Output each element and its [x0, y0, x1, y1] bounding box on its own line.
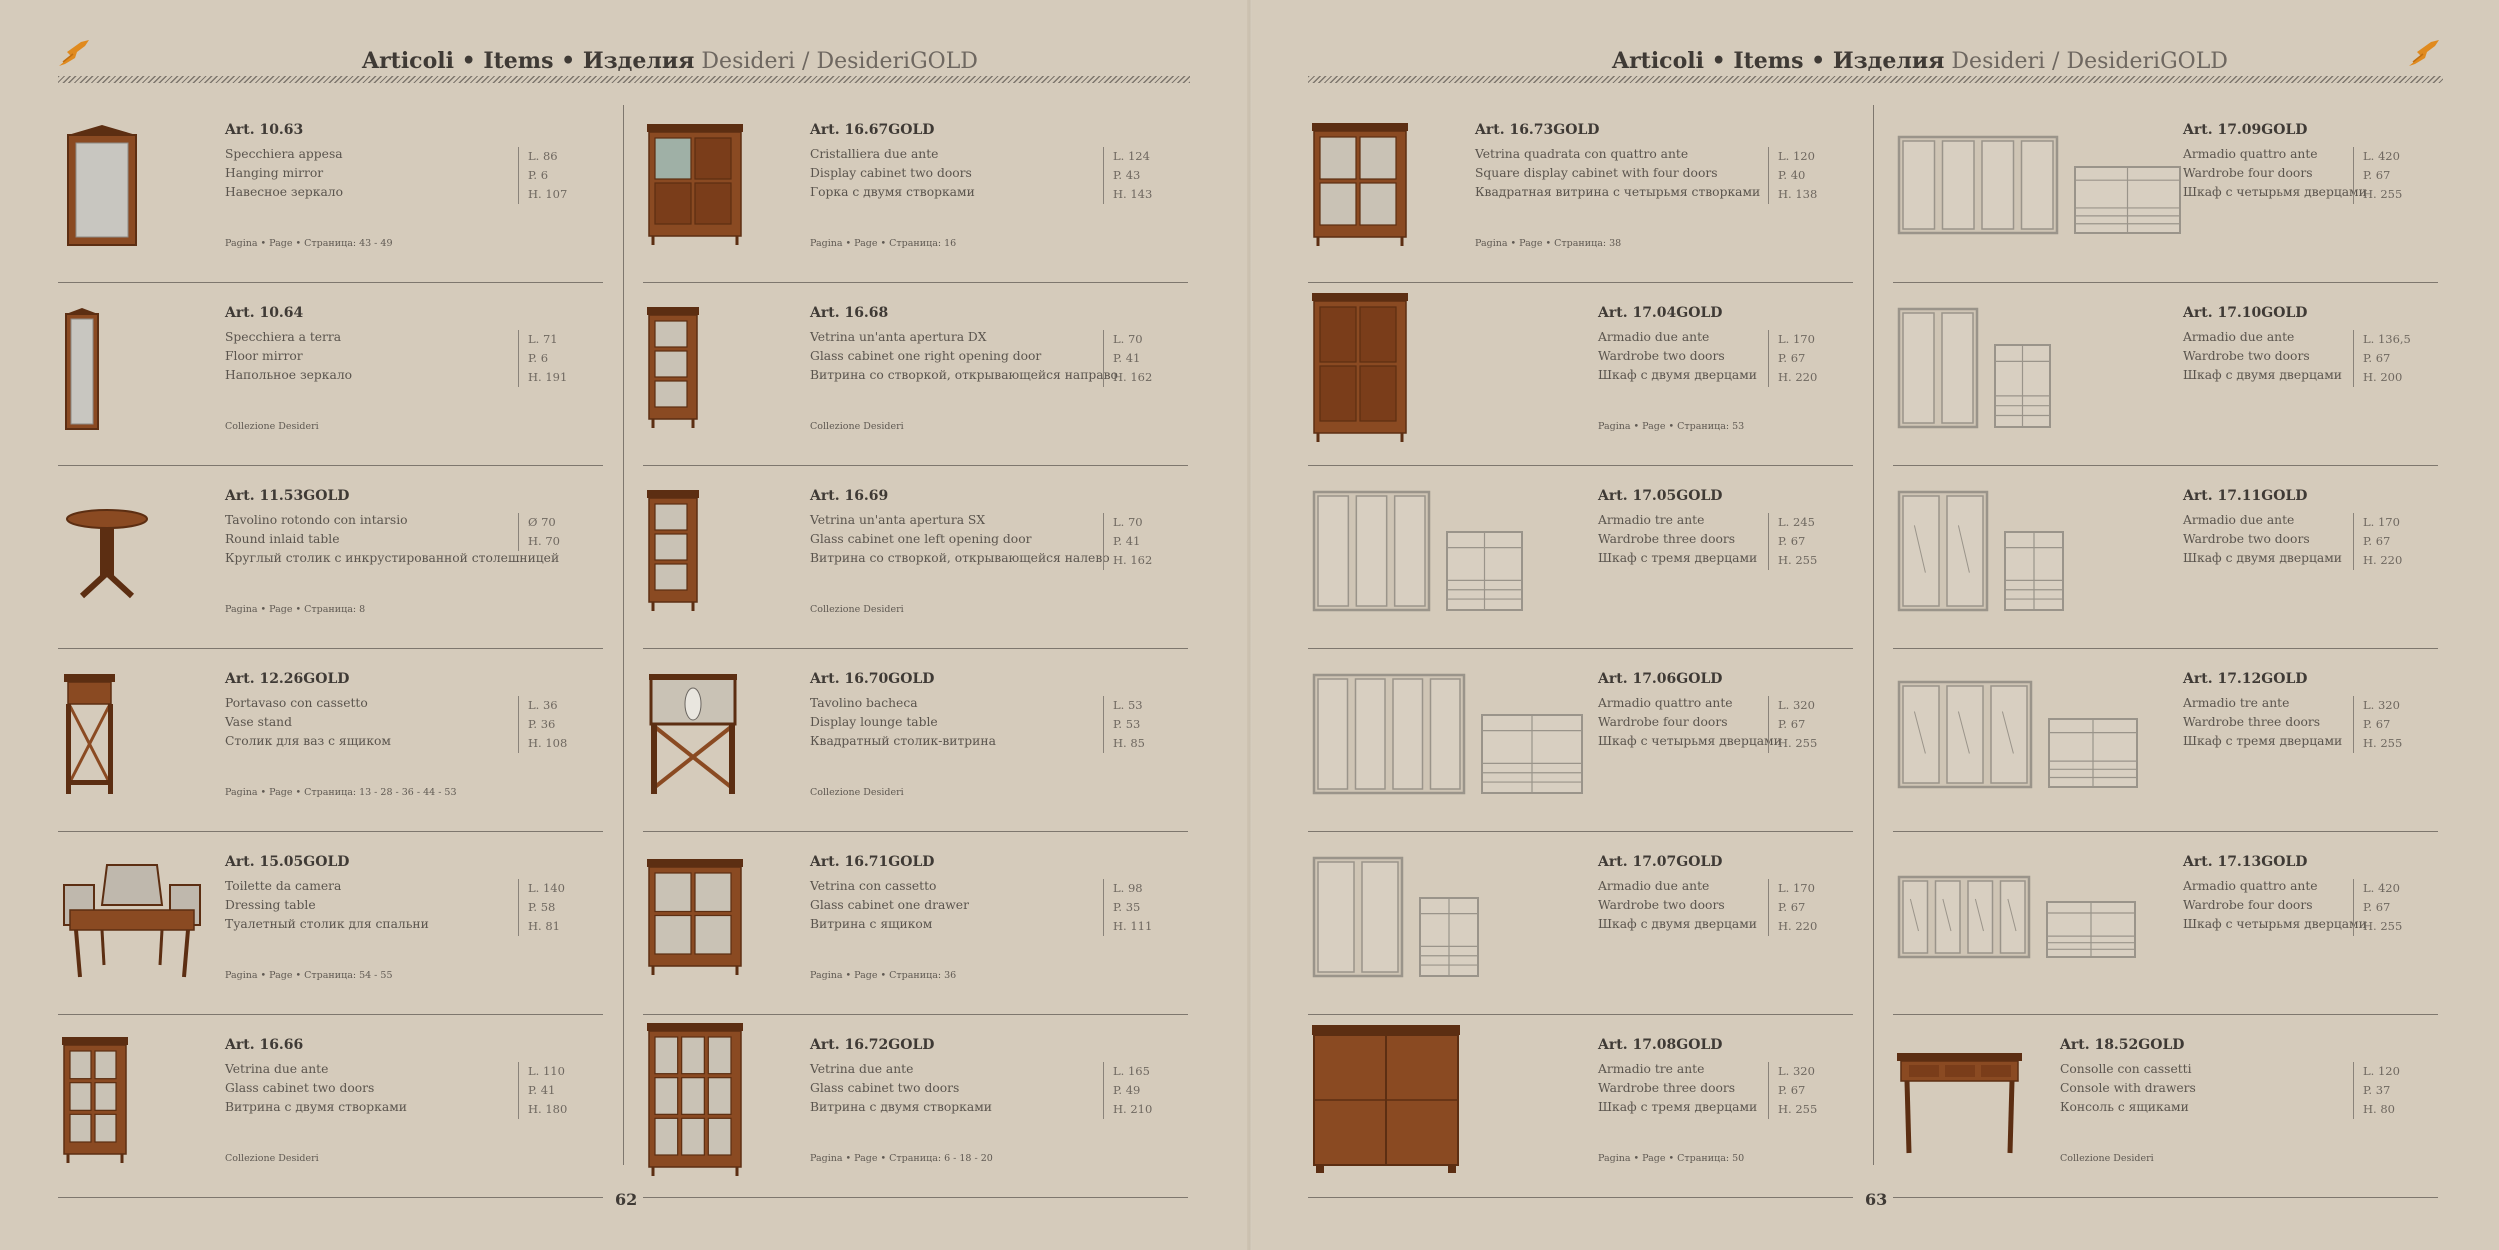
description-line: Wardrobe three doors [1598, 532, 1736, 546]
dimension-value: P. 67 [2363, 900, 2391, 914]
dimensions [1768, 147, 1843, 204]
product-card-art-11-53gold [58, 466, 603, 649]
description-line: Wardrobe two doors [2183, 532, 2310, 546]
product-image [1312, 852, 1582, 982]
page-number: 62 [615, 1190, 638, 1209]
product-text [810, 305, 1118, 385]
description-line: Шкаф с тремя дверцами [2183, 734, 2343, 748]
dimension-value: L. 420 [2363, 881, 2400, 895]
dimensions [1768, 1062, 1843, 1119]
description-line: Wardrobe three doors [2183, 715, 2321, 729]
product-image [647, 303, 787, 433]
product-card-art-17-13gold [1893, 832, 2438, 1015]
dimension-value: P. 6 [528, 351, 549, 365]
product-text [1598, 1037, 1763, 1117]
article-code: Art. 16.72GOLD [810, 1037, 935, 1053]
description-line: Шкаф с двумя дверцами [2183, 368, 2342, 382]
product-image [1897, 669, 2167, 799]
description-line: Vetrina un'anta apertura SX [810, 513, 986, 527]
product-card-art-12-26gold [58, 649, 603, 832]
dimension-value: L. 71 [528, 332, 558, 346]
page-header [1612, 48, 2228, 74]
product-text [810, 854, 1098, 934]
dimension-value: L. 124 [1113, 149, 1150, 163]
page-reference: Pagina • Page • Страница: 53 [1598, 421, 1745, 432]
description-line: Vetrina un'anta apertura DX [810, 330, 987, 344]
dimensions [2353, 696, 2428, 753]
dimension-value: H. 138 [1778, 187, 1818, 201]
description-line: Квадратная витрина с четырьмя створками [1475, 185, 1761, 199]
description-line: Wardrobe two doors [2183, 349, 2310, 363]
description-line: Консоль с ящиками [2060, 1100, 2189, 1114]
dimension-value: H. 200 [2363, 370, 2403, 384]
description-line: Tavolino bacheca [810, 696, 918, 710]
article-code: Art. 18.52GOLD [2060, 1037, 2185, 1053]
brand-logo-icon [2405, 36, 2445, 72]
product-image [62, 486, 202, 616]
dimension-value: H. 255 [2363, 187, 2403, 201]
product-image [647, 120, 787, 250]
dimensions [518, 513, 593, 551]
dimension-value: P. 43 [1113, 168, 1141, 182]
dimension-value: Ø 70 [528, 515, 556, 529]
product-text [810, 488, 1110, 568]
dimension-value: L. 165 [1113, 1064, 1150, 1078]
product-card-art-17-04gold [1308, 283, 1853, 466]
description-line: Витрина с ящиком [810, 917, 933, 931]
dimension-value: H. 220 [2363, 553, 2403, 567]
dimension-value: P. 67 [2363, 717, 2391, 731]
description-line: Glass cabinet two doors [810, 1081, 960, 1095]
dimensions [1768, 696, 1843, 753]
header-rule [58, 76, 1190, 83]
dimension-value: P. 67 [1778, 717, 1806, 731]
description-line: Vetrina due ante [810, 1062, 914, 1076]
product-text [225, 305, 513, 385]
article-code: Art. 17.07GOLD [1598, 854, 1723, 870]
dimension-value: P. 41 [528, 1083, 556, 1097]
dimension-value: P. 67 [2363, 168, 2391, 182]
description-line: Шкаф с четырьмя дверцами [1598, 734, 1782, 748]
dimensions [1103, 147, 1178, 204]
header-collection: Desideri / DesideriGOLD [701, 49, 978, 74]
description-line: Wardrobe four doors [2183, 898, 2313, 912]
dimension-value: L. 420 [2363, 149, 2400, 163]
article-code: Art. 10.64 [225, 305, 304, 321]
article-code: Art. 17.13GOLD [2183, 854, 2308, 870]
dimensions [518, 879, 593, 936]
page-reference: Pagina • Page • Страница: 6 - 18 - 20 [810, 1153, 993, 1164]
description-line: Glass cabinet one drawer [810, 898, 969, 912]
description-line: Specchiera a terra [225, 330, 342, 344]
article-code: Art. 17.11GOLD [2183, 488, 2308, 504]
header-rule [1308, 76, 2443, 83]
description-line: Wardrobe four doors [2183, 166, 2313, 180]
dimension-value: H. 255 [2363, 919, 2403, 933]
description-line: Шкаф с тремя дверцами [1598, 1100, 1758, 1114]
dimensions [518, 147, 593, 204]
description-line: Vetrina con cassetto [810, 879, 937, 893]
description-line: Portavaso con cassetto [225, 696, 368, 710]
dimension-value: L. 70 [1113, 332, 1143, 346]
dimensions [1768, 330, 1843, 387]
dimension-value: L. 245 [1778, 515, 1815, 529]
dimension-value: P. 67 [1778, 351, 1806, 365]
dimension-value: H. 111 [1113, 919, 1153, 933]
dimension-value: L. 320 [2363, 698, 2400, 712]
page-reference: Collezione Desideri [810, 421, 904, 432]
product-image [1312, 303, 1582, 433]
product-card-art-17-12gold [1893, 649, 2438, 832]
product-text [2183, 854, 2367, 934]
dimensions [518, 1062, 593, 1119]
dimensions [1103, 696, 1178, 753]
dimension-value: H. 255 [1778, 1102, 1818, 1116]
dimension-value: L. 136,5 [2363, 332, 2411, 346]
dimension-value: P. 49 [1113, 1083, 1141, 1097]
description-line: Console with drawers [2060, 1081, 2196, 1095]
product-text [225, 671, 513, 751]
dimension-value: L. 320 [1778, 1064, 1815, 1078]
article-code: Art. 17.12GOLD [2183, 671, 2308, 687]
dimension-value: H. 220 [1778, 370, 1818, 384]
product-image [62, 669, 202, 799]
product-text [1598, 488, 1763, 568]
product-card-art-17-11gold [1893, 466, 2438, 649]
dimension-value: H. 255 [2363, 736, 2403, 750]
dimension-value: P. 6 [528, 168, 549, 182]
header-collection: Desideri / DesideriGOLD [1951, 49, 2228, 74]
product-image [1897, 303, 2167, 433]
product-text [2183, 305, 2348, 385]
article-code: Art. 16.68 [810, 305, 889, 321]
page-header [362, 48, 978, 74]
article-code: Art. 16.69 [810, 488, 889, 504]
article-code: Art. 17.04GOLD [1598, 305, 1723, 321]
page-reference: Pagina • Page • Страница: 36 [810, 970, 957, 981]
description-line: Hanging mirror [225, 166, 324, 180]
product-image [1897, 486, 2167, 616]
product-image [647, 1035, 787, 1165]
page-reference: Collezione Desideri [2060, 1153, 2154, 1164]
product-image [1897, 1035, 2037, 1165]
product-card-art-17-09gold [1893, 100, 2438, 283]
dimension-value: L. 53 [1113, 698, 1143, 712]
dimension-value: P. 53 [1113, 717, 1141, 731]
article-code: Art. 16.66 [225, 1037, 304, 1053]
product-image [1312, 669, 1582, 799]
description-line: Шкаф с тремя дверцами [1598, 551, 1758, 565]
page-reference: Pagina • Page • Страница: 50 [1598, 1153, 1745, 1164]
article-code: Art. 16.73GOLD [1475, 122, 1600, 138]
dimension-value: L. 170 [1778, 332, 1815, 346]
description-line: Напольное зеркало [225, 368, 353, 382]
product-image [1312, 120, 1452, 250]
description-line: Armadio quattro ante [1598, 696, 1733, 710]
article-code: Art. 11.53GOLD [225, 488, 350, 504]
dimension-value: P. 41 [1113, 534, 1141, 548]
dimension-value: P. 67 [1778, 534, 1806, 548]
dimension-value: L. 36 [528, 698, 558, 712]
product-card-art-15-05gold [58, 832, 603, 1015]
page-reference: Collezione Desideri [225, 1153, 319, 1164]
dimensions [1103, 513, 1178, 570]
product-text [2060, 1037, 2348, 1117]
dimension-value: H. 220 [1778, 919, 1818, 933]
description-line: Tavolino rotondo con intarsio [225, 513, 408, 527]
page-number: 63 [1865, 1190, 1888, 1209]
product-card-art-17-08gold [1308, 1015, 1853, 1198]
description-line: Wardrobe two doors [1598, 349, 1725, 363]
description-line: Квадратный столик-витрина [810, 734, 996, 748]
description-line: Glass cabinet two doors [225, 1081, 375, 1095]
description-line: Витрина со створкой, открывающейся направо [810, 368, 1118, 382]
dimensions [2353, 147, 2428, 204]
product-text [225, 854, 513, 934]
description-line: Wardrobe four doors [1598, 715, 1728, 729]
dimension-value: P. 67 [2363, 534, 2391, 548]
description-line: Навесное зеркало [225, 185, 344, 199]
page-reference: Pagina • Page • Страница: 13 - 28 - 36 - 44 - 53 [225, 787, 457, 798]
page-reference: Collezione Desideri [810, 787, 904, 798]
product-text [1475, 122, 1763, 202]
product-image [1312, 486, 1582, 616]
article-code: Art. 12.26GOLD [225, 671, 350, 687]
product-text [2183, 122, 2367, 202]
product-text [810, 122, 1098, 202]
dimension-value: H. 162 [1113, 370, 1153, 384]
product-card-art-16-70gold [643, 649, 1188, 832]
dimension-value: P. 36 [528, 717, 556, 731]
article-code: Art. 17.09GOLD [2183, 122, 2308, 138]
right-page [1250, 0, 2499, 1250]
dimensions [2353, 330, 2428, 387]
product-card-art-10-64 [58, 283, 603, 466]
product-image [1897, 120, 2167, 250]
product-text [810, 1037, 1098, 1117]
dimension-value: L. 120 [1778, 149, 1815, 163]
description-line: Armadio due ante [1598, 879, 1710, 893]
product-card-art-16-72gold [643, 1015, 1188, 1198]
description-line: Витрина со створкой, открывающейся налево [810, 551, 1110, 565]
article-code: Art. 17.06GOLD [1598, 671, 1723, 687]
product-image [1897, 852, 2167, 982]
description-line: Витрина с двумя створками [810, 1100, 992, 1114]
dimension-value: L. 70 [1113, 515, 1143, 529]
description-line: Круглый столик с инкрустированной столешницей [225, 551, 560, 565]
dimension-value: H. 162 [1113, 553, 1153, 567]
product-text [1598, 671, 1782, 751]
description-line: Armadio tre ante [2183, 696, 2290, 710]
product-card-art-16-69 [643, 466, 1188, 649]
product-image [647, 852, 787, 982]
product-text [1598, 854, 1763, 934]
column-divider [623, 105, 624, 1165]
dimensions [2353, 879, 2428, 936]
page-reference: Pagina • Page • Страница: 16 [810, 238, 957, 249]
dimension-value: L. 320 [1778, 698, 1815, 712]
product-card-art-10-63 [58, 100, 603, 283]
dimension-value: H. 85 [1113, 736, 1145, 750]
page-reference: Pagina • Page • Страница: 38 [1475, 238, 1622, 249]
description-line: Шкаф с двумя дверцами [2183, 551, 2342, 565]
product-card-art-17-05gold [1308, 466, 1853, 649]
dimension-value: L. 140 [528, 881, 565, 895]
description-line: Туалетный столик для спальни [225, 917, 429, 931]
description-line: Consolle con cassetti [2060, 1062, 2192, 1076]
dimension-value: P. 58 [528, 900, 556, 914]
description-line: Vetrina due ante [225, 1062, 329, 1076]
product-card-art-16-68 [643, 283, 1188, 466]
dimension-value: P. 67 [2363, 351, 2391, 365]
description-line: Round inlaid table [225, 532, 340, 546]
description-line: Шкаф с двумя дверцами [1598, 368, 1757, 382]
page-reference: Pagina • Page • Страница: 54 - 55 [225, 970, 393, 981]
product-text [225, 122, 513, 202]
dimension-value: H. 107 [528, 187, 568, 201]
product-card-art-16-73gold [1308, 100, 1853, 283]
dimension-value: L. 170 [1778, 881, 1815, 895]
dimensions [1768, 879, 1843, 936]
description-line: Armadio quattro ante [2183, 879, 2318, 893]
dimension-value: L. 170 [2363, 515, 2400, 529]
description-line: Столик для ваз с ящиком [225, 734, 391, 748]
dimension-value: P. 41 [1113, 351, 1141, 365]
description-line: Шкаф с двумя дверцами [1598, 917, 1757, 931]
description-line: Шкаф с четырьмя дверцами [2183, 917, 2367, 931]
dimension-value: P. 67 [1778, 1083, 1806, 1097]
dimension-value: P. 67 [1778, 900, 1806, 914]
dimension-value: L. 110 [528, 1064, 565, 1078]
description-line: Glass cabinet one right opening door [810, 349, 1042, 363]
description-line: Dressing table [225, 898, 316, 912]
page-reference: Collezione Desideri [225, 421, 319, 432]
product-card-art-18-52gold [1893, 1015, 2438, 1198]
description-line: Floor mirror [225, 349, 303, 363]
page-reference: Pagina • Page • Страница: 8 [225, 604, 366, 615]
description-line: Горка с двумя створками [810, 185, 975, 199]
dimension-value: H. 255 [1778, 553, 1818, 567]
article-code: Art. 17.08GOLD [1598, 1037, 1723, 1053]
page-reference: Pagina • Page • Страница: 43 - 49 [225, 238, 393, 249]
left-page [0, 0, 1249, 1250]
description-line: Armadio due ante [2183, 513, 2295, 527]
dimensions [1103, 1062, 1178, 1119]
dimension-value: P. 40 [1778, 168, 1806, 182]
product-text [810, 671, 1098, 751]
dimension-value: L. 120 [2363, 1064, 2400, 1078]
product-image [62, 1035, 202, 1165]
product-column [1308, 100, 1853, 1187]
product-image [647, 669, 787, 799]
product-card-art-17-06gold [1308, 649, 1853, 832]
description-line: Витрина с двумя створками [225, 1100, 407, 1114]
product-card-art-17-07gold [1308, 832, 1853, 1015]
dimension-value: H. 255 [1778, 736, 1818, 750]
dimension-value: H. 70 [528, 534, 560, 548]
article-code: Art. 15.05GOLD [225, 854, 350, 870]
header-title: Articoli • Items • Изделия [362, 48, 695, 74]
description-line: Square display cabinet with four doors [1475, 166, 1718, 180]
page-reference: Collezione Desideri [810, 604, 904, 615]
product-image [1312, 1035, 1582, 1165]
article-code: Art. 16.70GOLD [810, 671, 935, 687]
header-title: Articoli • Items • Изделия [1612, 48, 1945, 74]
product-image [62, 303, 202, 433]
description-line: Display lounge table [810, 715, 938, 729]
dimensions [2353, 1062, 2428, 1119]
description-line: Armadio quattro ante [2183, 147, 2318, 161]
dimensions [1103, 330, 1178, 387]
article-code: Art. 16.71GOLD [810, 854, 935, 870]
dimensions [2353, 513, 2428, 570]
description-line: Armadio due ante [1598, 330, 1710, 344]
dimension-value: H. 108 [528, 736, 568, 750]
description-line: Armadio tre ante [1598, 513, 1705, 527]
product-column [58, 100, 603, 1187]
description-line: Display cabinet two doors [810, 166, 972, 180]
dimension-value: P. 37 [2363, 1083, 2391, 1097]
description-line: Vase stand [225, 715, 292, 729]
product-card-art-16-71gold [643, 832, 1188, 1015]
product-text [2183, 671, 2348, 751]
article-code: Art. 16.67GOLD [810, 122, 935, 138]
dimensions [518, 330, 593, 387]
article-code: Art. 17.05GOLD [1598, 488, 1723, 504]
dimension-value: L. 98 [1113, 881, 1143, 895]
description-line: Specchiera appesa [225, 147, 343, 161]
dimensions [1768, 513, 1843, 570]
description-line: Armadio due ante [2183, 330, 2295, 344]
description-line: Armadio tre ante [1598, 1062, 1705, 1076]
product-card-art-17-10gold [1893, 283, 2438, 466]
product-image [62, 852, 202, 982]
dimensions [518, 696, 593, 753]
dimension-value: H. 80 [2363, 1102, 2395, 1116]
product-column [643, 100, 1188, 1187]
dimension-value: P. 35 [1113, 900, 1141, 914]
product-text [225, 1037, 513, 1117]
description-line: Vetrina quadrata con quattro ante [1475, 147, 1689, 161]
product-text [1598, 305, 1763, 385]
product-card-art-16-67gold [643, 100, 1188, 283]
product-text [2183, 488, 2348, 568]
dimension-value: H. 180 [528, 1102, 568, 1116]
dimension-value: H. 143 [1113, 187, 1153, 201]
product-card-art-16-66 [58, 1015, 603, 1198]
dimension-value: L. 86 [528, 149, 558, 163]
article-code: Art. 10.63 [225, 122, 304, 138]
article-code: Art. 17.10GOLD [2183, 305, 2308, 321]
brand-logo-icon [55, 36, 95, 72]
description-line: Cristalliera due ante [810, 147, 939, 161]
description-line: Wardrobe two doors [1598, 898, 1725, 912]
description-line: Glass cabinet one left opening door [810, 532, 1032, 546]
dimension-value: H. 210 [1113, 1102, 1153, 1116]
column-divider [1873, 105, 1874, 1165]
product-image [647, 486, 787, 616]
description-line: Wardrobe three doors [1598, 1081, 1736, 1095]
description-line: Шкаф с четырьмя дверцами [2183, 185, 2367, 199]
description-line: Toilette da camera [225, 879, 342, 893]
dimension-value: H. 81 [528, 919, 560, 933]
product-column [1893, 100, 2438, 1187]
dimensions [1103, 879, 1178, 936]
product-image [62, 120, 202, 250]
dimension-value: H. 191 [528, 370, 568, 384]
